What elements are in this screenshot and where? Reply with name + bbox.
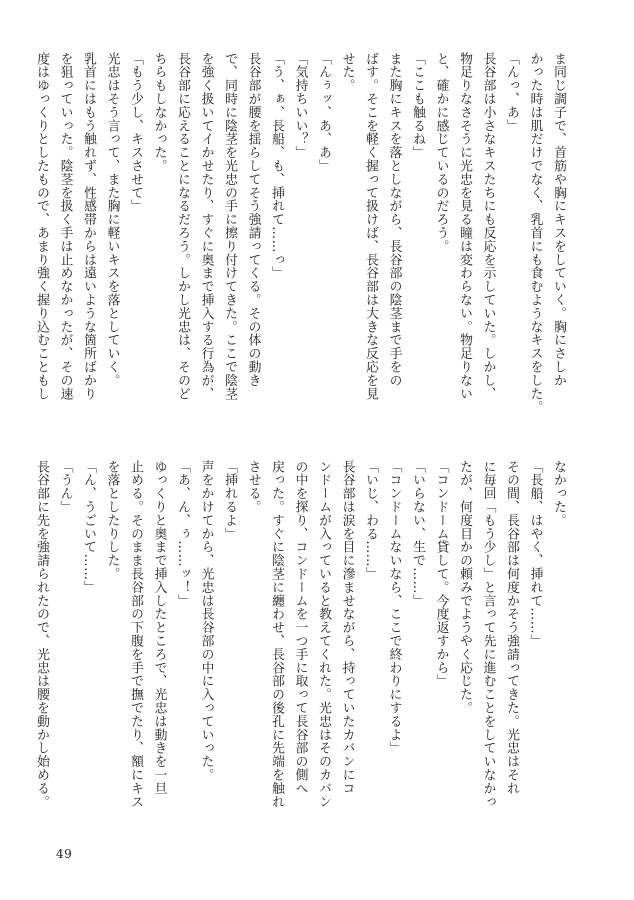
text-line: せた。 — [339, 52, 355, 93]
text-line: 物足りなさそうに光忠を見る瞳は変わらない。物足りない — [457, 52, 472, 401]
text-line: 「んぅッ、あ、あ」 — [316, 52, 331, 173]
text-line: ま同じ調子で、首筋や胸にキスをしていく。胸にさしか — [551, 52, 566, 387]
text-line: 「コンドーム貸して。今度返すから」 — [433, 460, 449, 688]
text-line: させる。 — [245, 460, 261, 514]
text-line: たが、何度目かの頼みでようやく応じた。 — [457, 460, 472, 715]
text-line: 「う、ぁ、長船、も、挿れて……っ」 — [269, 52, 284, 280]
text-line: かった時は肌だけでなく、乳首にも食むようなキスをした。 — [527, 52, 543, 414]
text-line: と、確かに感じているのだろう。 — [433, 52, 449, 253]
text-line: また胸にキスを落としながら、長谷部の陰茎まで手をの — [386, 52, 402, 387]
text-line: 「いらない、生で……」 — [410, 460, 425, 608]
text-line: 「挿れるよ」 — [222, 460, 237, 541]
text-line: 「うん」 — [57, 460, 73, 514]
text-line: その間、長谷部は何度かそう強請ってきた。光忠はそれ — [504, 460, 519, 795]
text-line: 長谷部は小さなキスたちにも反応を示していた。しかし、 — [480, 52, 496, 401]
bottom-text-tier — [34, 460, 570, 820]
text-line: 長谷部は涙を目に滲ませながら、持っていたカバンにコ — [339, 460, 355, 795]
text-line: 「ん、うごいて……」 — [81, 460, 96, 594]
text-line: 止める。そのまま長谷部の下腹を手で撫でたり、額にキス — [128, 460, 143, 809]
text-line: の中を探り、コンドームを一つ手に取って長谷部の側へ — [292, 460, 308, 795]
text-line: 長谷部に先を強請られたので、光忠は腰を動かし始める。 — [34, 460, 49, 809]
text-line: ちらもしなかった。 — [151, 52, 167, 173]
text-line: 乳首にはもう触れず、性感帯からは遠いような箇所ばかり — [81, 52, 96, 401]
text-line: を強く扱いてイかせたり、すぐに奥まで挿入する行為が、 — [198, 52, 214, 401]
top-text-tier — [34, 52, 570, 414]
text-line: に毎回「もう少し」と言って先に進むことをしていなかっ — [480, 460, 496, 809]
text-line: 「ここも触るね」 — [410, 52, 425, 160]
text-line: 「あ、ん、ぅ……ッ！」 — [175, 460, 190, 608]
text-line: 「んっ、あ」 — [504, 52, 519, 133]
text-line: で、同時に陰茎を光忠の手に擦り付けてきた。ここで陰茎 — [222, 52, 237, 401]
text-line: 長谷部に応えることになるだろう。しかし光忠は、そのど — [175, 52, 190, 401]
text-line: 「長船、はやく、挿れて……」 — [527, 460, 543, 648]
text-line: 度はゆっくりとしたもので、あまり強く握り込むこともし — [34, 52, 49, 401]
page-number: 49 — [56, 847, 73, 861]
text-line: を落としたりした。 — [104, 460, 120, 581]
text-line: 声をかけてから、光忠は長谷部の中に入っていった。 — [198, 460, 214, 782]
text-line: 光忠はそう言って、また胸に軽いキスを落としていく。 — [104, 52, 120, 387]
text-line: 「いじ、わる……」 — [363, 460, 378, 581]
text-line: ゆっくりと奥まで挿入したところで、光忠は動きを一旦 — [151, 460, 167, 795]
text-line: 「もう少し、キスさせて」 — [128, 52, 143, 213]
text-line: を狙っていった。陰茎を扱く手は止めなかったが、その速 — [57, 52, 73, 401]
text-line: ンドームが入っていると教えてくれた。光忠はそのカバン — [316, 460, 331, 809]
text-line: 「コンドームないなら、ここで終わりにするよ」 — [386, 460, 402, 755]
text-line: 「気持ちいい？」 — [292, 52, 308, 160]
text-line: 戻った。すぐに陰茎に纏わせ、長谷部の後孔に先端を触れ — [269, 460, 284, 809]
text-line: なかった。 — [551, 460, 566, 527]
text-line: 長谷部が腰を揺らしてそう強請ってくる。その体の動き — [245, 52, 261, 387]
text-line: ばす。そこを軽く握って扱けば、長谷部は大きな反応を見 — [363, 52, 378, 401]
